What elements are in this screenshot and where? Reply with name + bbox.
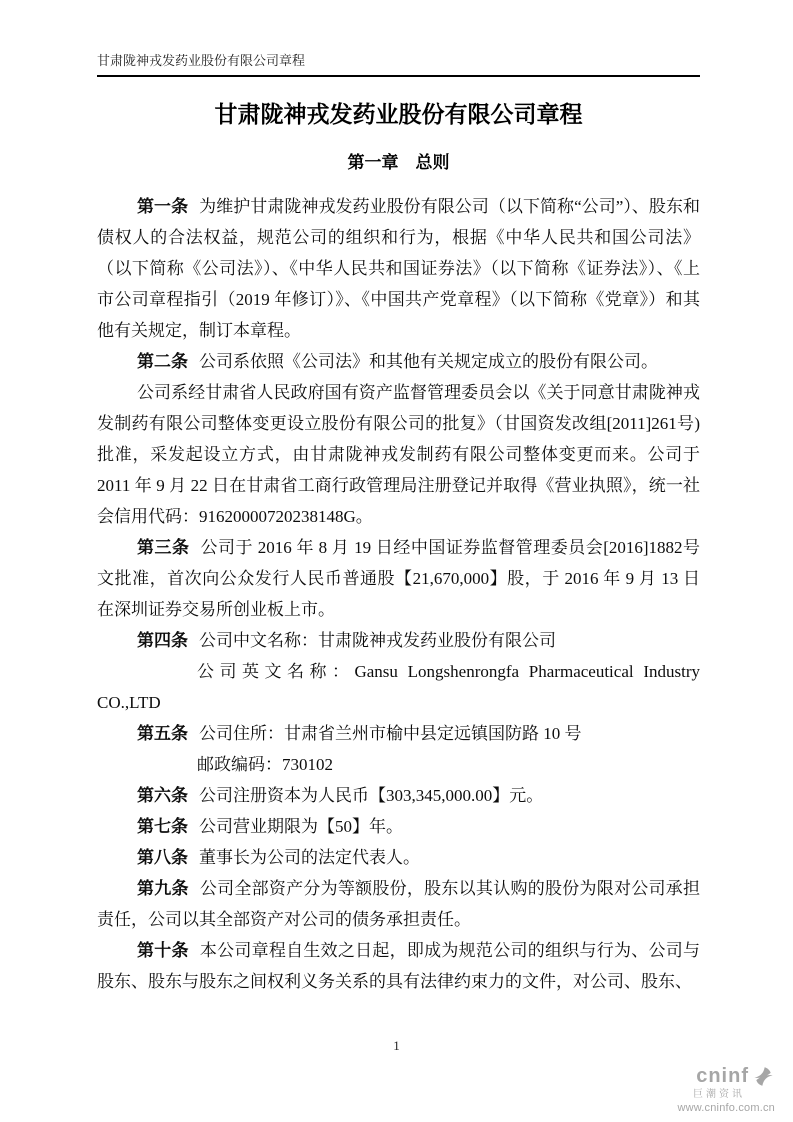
article-continuation bbox=[97, 749, 700, 780]
article-number: 第七条 bbox=[137, 817, 188, 836]
article-text: 董事长为公司的法定代表人。 bbox=[199, 848, 421, 867]
article-text: 公司英文名称：Gansu Longshenrongfa Pharmaceutical Industry CO.,LTD bbox=[97, 662, 700, 712]
cninfo-logo-row bbox=[605, 1065, 775, 1088]
article-paragraph bbox=[97, 842, 700, 873]
article-text: 公司系经甘肃省人民政府国有资产监督管理委员会以《关于同意甘肃陇神戎发制药有限公司整体变更设立股份有限公司的批复》（甘国资发改组[2011]261号)批准，采发起设立方式，由甘肃陇神戎发制药有限公司整体变更而来。公司于 2011 年 9 月 22 日在甘肃省工商行政管理局注册登记并取得《营业执照》，统一社会信用代码：91620000720238148G。 bbox=[97, 383, 700, 526]
cninfo-wordmark: cninf bbox=[696, 1065, 749, 1088]
article-text: 公司于 2016 年 8 月 19 日经中国证券监督管理委员会[2016]1882号文批准，首次向公众发行人民币普通股【21,670,000】股，于 2016 年 9 月 13 日在深圳证券交易所创业板上市。 bbox=[97, 538, 701, 619]
article-number: 第九条 bbox=[137, 879, 189, 898]
running-header bbox=[97, 52, 700, 77]
article-paragraph bbox=[97, 346, 700, 377]
article-number: 第八条 bbox=[137, 848, 188, 867]
article-continuation bbox=[97, 656, 700, 718]
article-paragraph bbox=[97, 780, 700, 811]
article-text: 为维护甘肃陇神戎发药业股份有限公司（以下简称“公司”）、股东和债权人的合法权益，规范公司的组织和行为，根据《中华人民共和国公司法》（以下简称《公司法》）、《中华人民共和国证券法》（以下简称《证券法》）、《上市公司章程指引（2019 年修订）》、《中国共产党章程》（以下简称《党章》）和其他有关规定，制订本章程。 bbox=[97, 197, 700, 340]
article-number: 第四条 bbox=[137, 631, 188, 650]
article-text: 公司中文名称：甘肃陇神戎发药业股份有限公司 bbox=[199, 631, 557, 650]
article-text: 公司注册资本为人民币【303,345,000.00】元。 bbox=[199, 786, 544, 805]
article-text: 公司住所：甘肃省兰州市榆中县定远镇国防路 10 号 bbox=[199, 724, 582, 743]
article-number: 第六条 bbox=[137, 786, 188, 805]
article-paragraph bbox=[97, 532, 700, 625]
article-paragraph bbox=[97, 377, 700, 532]
article-number: 第二条 bbox=[137, 352, 188, 371]
article-number: 第一条 bbox=[137, 197, 189, 216]
article-paragraph bbox=[97, 935, 700, 997]
cninfo-caption: 巨潮资讯 bbox=[693, 1088, 745, 1100]
cninfo-swirl-icon bbox=[752, 1065, 775, 1088]
article-text: 公司系依照《公司法》和其他有关规定成立的股份有限公司。 bbox=[199, 352, 659, 371]
article-paragraph bbox=[97, 811, 700, 842]
article-text: 公司营业期限为【50】年。 bbox=[199, 817, 404, 836]
chapter-heading: 第一章 总则 bbox=[347, 153, 450, 172]
article-paragraph bbox=[97, 873, 700, 935]
article-paragraph bbox=[97, 191, 700, 346]
cninfo-logo bbox=[605, 1065, 775, 1114]
article-number: 第五条 bbox=[137, 724, 188, 743]
article-number: 第三条 bbox=[137, 538, 190, 557]
page-number: 1 bbox=[393, 1038, 400, 1053]
article-text: 本公司章程自生效之日起，即成为规范公司的组织与行为、公司与股东、股东与股东之间权利义务关系的具有法律约束力的文件，对公司、股东、 bbox=[97, 941, 701, 991]
document-title: 甘肃陇神戎发药业股份有限公司章程 bbox=[214, 102, 583, 127]
article-text: 邮政编码：730102 bbox=[197, 755, 333, 774]
article-paragraph bbox=[97, 718, 700, 749]
document-body bbox=[97, 191, 700, 997]
cninfo-url: www.cninfo.com.cn bbox=[677, 1101, 775, 1114]
article-text: 公司全部资产分为等额股份，股东以其认购的股份为限对公司承担责任，公司以其全部资产对公司的债务承担责任。 bbox=[97, 879, 701, 929]
article-paragraph bbox=[97, 625, 700, 656]
article-number: 第十条 bbox=[137, 941, 189, 960]
running-header-title: 甘肃陇神戎发药业股份有限公司章程 bbox=[97, 53, 306, 68]
